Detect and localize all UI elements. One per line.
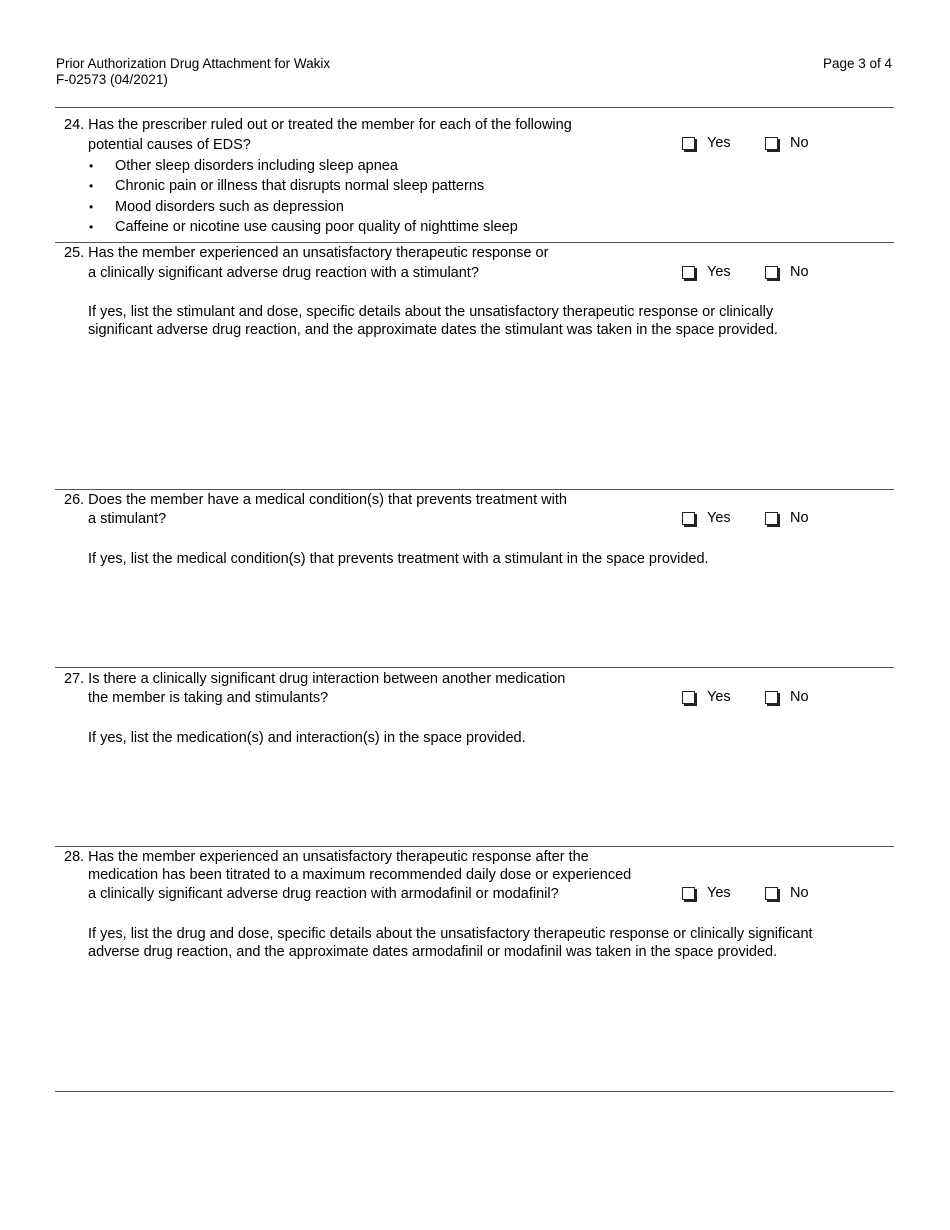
question-25-instructions: If yes, list the stimulant and dose, specific details about the unsatisfactory therapeutic response or clinically	[88, 304, 774, 320]
question-24-text: potential causes of EDS?	[88, 137, 251, 153]
section-divider	[55, 242, 894, 243]
list-item: Chronic pain or illness that disrupts normal sleep patterns	[115, 178, 485, 194]
question-28-yes-checkbox[interactable]	[682, 885, 731, 901]
question-28-text: a clinically significant adverse drug reaction with armodafinil or modafinil?	[88, 886, 559, 902]
question-28-no-checkbox[interactable]	[765, 885, 809, 901]
bullet-marker: •	[89, 179, 94, 193]
question-25-response-area[interactable]	[88, 345, 888, 483]
question-27-response-area[interactable]	[88, 752, 888, 840]
page-number: Page 3 of 4	[823, 56, 893, 71]
yes-label: Yes	[707, 135, 731, 151]
question-25-text: 25. Has the member experienced an unsatisfactory therapeutic response or	[64, 245, 549, 261]
no-label: No	[790, 135, 809, 151]
checkbox-icon[interactable]	[682, 512, 695, 525]
section-divider	[55, 489, 894, 490]
no-label: No	[790, 885, 809, 901]
question-25-no-checkbox[interactable]	[765, 264, 809, 280]
section-divider	[55, 1091, 894, 1092]
checkbox-icon[interactable]	[765, 512, 778, 525]
checkbox-icon[interactable]	[765, 266, 778, 279]
checkbox-icon[interactable]	[682, 691, 695, 704]
question-24-text: 24. Has the prescriber ruled out or treated the member for each of the following	[64, 117, 572, 133]
question-27-yes-checkbox[interactable]	[682, 689, 731, 705]
question-27-no-checkbox[interactable]	[765, 689, 809, 705]
question-28-text: medication has been titrated to a maximum recommended daily dose or experienced	[88, 867, 632, 883]
list-item: Other sleep disorders including sleep apnea	[115, 158, 398, 174]
question-26-yes-checkbox[interactable]	[682, 510, 731, 526]
list-item: Mood disorders such as depression	[115, 199, 344, 215]
question-25-instructions: significant adverse drug reaction, and the approximate dates the stimulant was taken in the space provided.	[88, 322, 778, 338]
question-25-yes-checkbox[interactable]	[682, 264, 731, 280]
question-24-yes-checkbox[interactable]	[682, 135, 731, 151]
section-divider	[55, 107, 894, 108]
question-26-response-area[interactable]	[88, 574, 888, 662]
question-24-no-checkbox[interactable]	[765, 135, 809, 151]
question-28-instructions: If yes, list the drug and dose, specific details about the unsatisfactory therapeutic response or clinically significant	[88, 926, 813, 942]
question-26-text: 26. Does the member have a medical condition(s) that prevents treatment with	[64, 492, 567, 508]
checkbox-icon[interactable]	[682, 887, 695, 900]
question-28-text: 28. Has the member experienced an unsatisfactory therapeutic response after the	[64, 849, 589, 865]
question-27-instructions: If yes, list the medication(s) and interaction(s) in the space provided.	[88, 730, 526, 746]
form-title: Prior Authorization Drug Attachment for Wakix	[56, 56, 331, 71]
question-25-text: a clinically significant adverse drug reaction with a stimulant?	[88, 265, 479, 281]
no-label: No	[790, 510, 809, 526]
checkbox-icon[interactable]	[682, 266, 695, 279]
checkbox-icon[interactable]	[765, 691, 778, 704]
checkbox-icon[interactable]	[765, 887, 778, 900]
checkbox-icon[interactable]	[682, 137, 695, 150]
question-28-response-area[interactable]	[88, 968, 888, 1086]
question-28-instructions: adverse drug reaction, and the approximate dates armodafinil or modafinil was taken in the space provided.	[88, 944, 778, 960]
no-label: No	[790, 689, 809, 705]
question-26-no-checkbox[interactable]	[765, 510, 809, 526]
question-27-text: the member is taking and stimulants?	[88, 690, 329, 706]
form-number: F-02573 (04/2021)	[56, 72, 168, 87]
bullet-marker: •	[89, 220, 94, 234]
yes-label: Yes	[707, 510, 731, 526]
question-26-instructions: If yes, list the medical condition(s) that prevents treatment with a stimulant in the space provided.	[88, 551, 709, 567]
no-label: No	[790, 264, 809, 280]
question-27-text: 27. Is there a clinically significant drug interaction between another medication	[64, 671, 566, 687]
bullet-marker: •	[89, 159, 94, 173]
checkbox-icon[interactable]	[765, 137, 778, 150]
section-divider	[55, 846, 894, 847]
yes-label: Yes	[707, 264, 731, 280]
bullet-marker: •	[89, 200, 94, 214]
yes-label: Yes	[707, 885, 731, 901]
section-divider	[55, 667, 894, 668]
list-item: Caffeine or nicotine use causing poor quality of nighttime sleep	[115, 219, 518, 235]
question-26-text: a stimulant?	[88, 511, 167, 527]
yes-label: Yes	[707, 689, 731, 705]
